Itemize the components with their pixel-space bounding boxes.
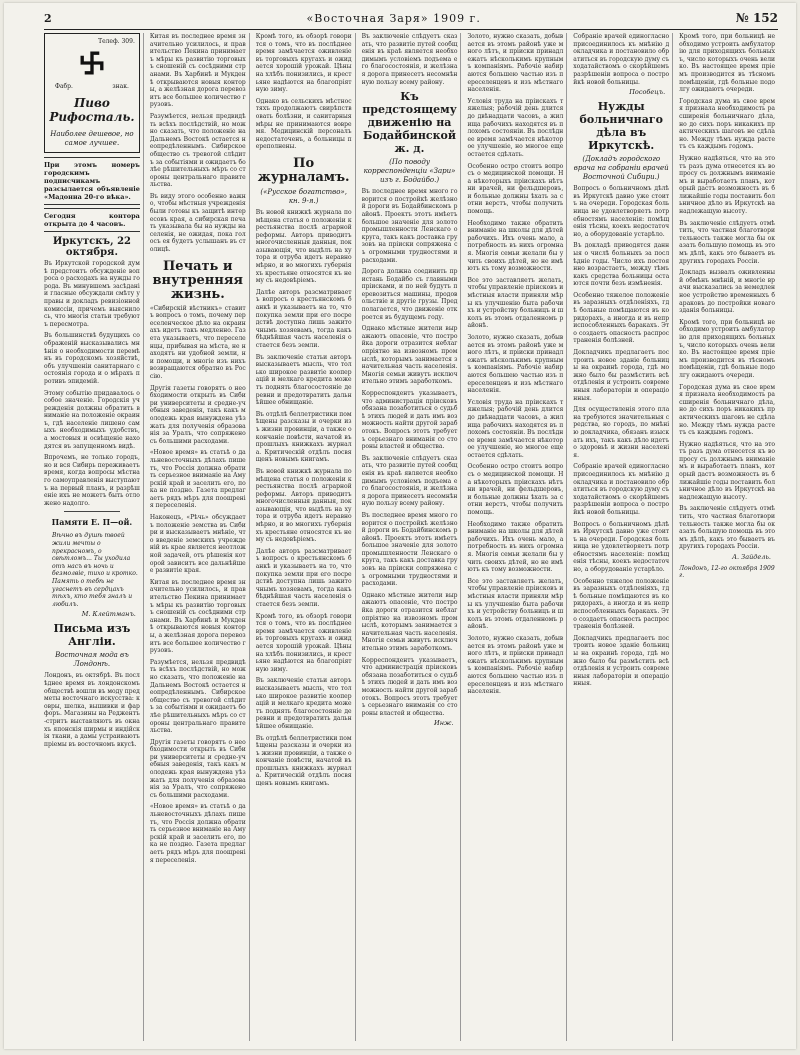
- article-paragraph: Другія газеты говорятъ о необходимости открыть въ Сибири университеты и средне-учебныя заведенія, такъ какъ молодежь края вынуждена уѣзжать для полученія образованія за Уралъ, что сопряжено съ большими расходами.: [149, 384, 246, 445]
- supplement-notice: При этомъ номеръ городскимъ подписчикамъ разсылается объявленіе «Мадонна 20-го вѣка».: [44, 157, 140, 205]
- article-paragraph: Въ заключеніе слѣдуетъ отмѣтить, что частная благотворительность также могла бы оказать большую помощь въ этомъ дѣлѣ, какъ это бываетъ въ другихъ городахъ Россіи.: [679, 219, 776, 265]
- newspaper-page: [4, 3, 796, 1049]
- city-date-heading: Иркутскъ, 22 октября.: [52, 236, 131, 258]
- article-paragraph: Въ большинствѣ будущихъ соображеній высказывались мнѣнія о необходимости перемѣнъ въ городскомъ хозяйствѣ, объ улучшеніи санитарнаго состоянія города и о мѣрахъ противъ эпидемій.: [44, 332, 140, 385]
- letters-heading: Письма изъ Англіи.: [53, 622, 131, 649]
- article-paragraph: Докладчикъ предлагаетъ построить новое зданіе больницы на окраинѣ города, гдѣ можно было бы размѣстить всѣ отдѣленія и устроить современныя лабораторіи и операціонныя.: [573, 634, 670, 688]
- article-paragraph: Особенно остро стоитъ вопросъ о медицинской помощи. На нѣкоторыхъ пріискахъ нѣтъ ни врачей, ни фельдшеровъ, и больные должны ѣхать за сотни верстъ, чтобы получить помощь.: [467, 162, 564, 216]
- article-paragraph: Въ последнее время много говорится о постройкѣ желѣзной дороги въ Бодайбинскомъ районѣ. Проектъ этотъ имѣетъ большое значеніе для золотопромышленности Ленскаго округа, такъ какъ доставка грузовъ на пріиски сопряжена съ огромными трудностями и расходами.: [361, 188, 458, 264]
- article-paragraph: Нужно надѣяться, что на этотъ разъ дума отнесется къ вопросу съ должнымъ вниманіемъ и выработаетъ планъ, который дастъ возможность въ ближайшіе годы поставить больничное дѣло въ Иркутскѣ на надлежащую высоту.: [679, 154, 776, 216]
- article-paragraph: Кромѣ того, въ обзорѣ говорится о томъ, что въ послѣднее время замѣчается оживленіе въ торговыхъ кругахъ и ожидается хорошій урожай. Цѣны на хлѣбъ понизились, и крестьяне надѣются на благопріятную зиму.: [255, 612, 352, 673]
- newspaper-title: «Восточная Заря» 1909 г.: [306, 11, 481, 25]
- article-paragraph: Для осуществленія этого плана требуются значительныя средства, но городъ, по мнѣнію докладчика, обязанъ изыскать ихъ, такъ какъ дѣло идетъ о здоровьѣ и жизни населенія.: [573, 406, 670, 459]
- article-paragraph: Наконецъ, «Рѣчь» обсуждаетъ положеніе земства въ Сибири и высказываетъ мнѣніе, что введеніе земскихъ учрежденій въ крае является неотложной задачей, отъ рѣшенія которой зависитъ все дальнѣйшее развитіе края.: [149, 514, 246, 575]
- article-paragraph: Китая въ последнее время значительно усилилось, и правительство Пекина принимаетъ мѣры къ развитію торговыхъ сношеній съ сосѣдними странами. Въ Харбинѣ и Мукденѣ открываются новыя конторы, а желѣзная дорога перевозитъ все большее количество грузовъ.: [149, 578, 246, 655]
- article-paragraph: Необходимо также обратить вниманіе на школы для дѣтей рабочихъ. Ихъ очень мало, а потребность въ нихъ огромная. Многія семьи желали бы учить своихъ дѣтей, но не имѣютъ къ тому возможности.: [467, 219, 564, 273]
- column-5: [467, 33, 567, 1041]
- article-paragraph: Далѣе авторъ разсматриваетъ вопросъ о крестьянскомъ банкѣ и указываетъ на то, что покупка земли при его посредствѣ доступна лишь зажиточнымъ хозяевамъ, тогда какъ бѣднѣйшая часть населенія остается безъ земли.: [255, 547, 352, 608]
- article-paragraph: Въ заключеніе слѣдуетъ сказать, что развитіе путей сообщенія въ краѣ является необходимымъ условіемъ подъема его благосостоянія, и желѣзная дорога принесетъ несомнѣнную пользу всему району.: [361, 454, 458, 508]
- article-paragraph: Вопросъ о больничномъ дѣлѣ въ Иркутскѣ давно уже стоитъ на очереди. Городская больница не удовлетворяетъ потребностямъ населенія: помѣщенія тѣсны, коекъ недостаточно, а оборудованіе устарѣло.: [573, 185, 670, 238]
- article-paragraph: Все это заставляетъ желать, чтобы управленіе пріисковъ и мѣстныя власти приняли мѣры къ улучшенію быта рабочихъ и устройству больницъ и школъ въ этомъ отдаленномъ районѣ.: [467, 276, 564, 330]
- article-paragraph: Докладъ вызвалъ оживленный обмѣнъ мнѣній, и многіе врачи высказались за немедленное устройство временныхъ бараковъ до постройки новаго зданія больницы.: [679, 269, 776, 315]
- column-3: [256, 33, 356, 1041]
- article-paragraph: Однако мѣстные жители выражаютъ опасеніе, что постройка дороги отразится неблагопріятно на извозномъ промыслѣ, которымъ занимается значительная часть населенія. Многія семьи живутъ исключительно этимъ заработкомъ.: [361, 325, 458, 386]
- letters-dateline: Лондонъ, 12-го октября 1909 г.: [679, 565, 775, 579]
- journals-subheading: («Русское богатство», кн. 9-я.): [260, 187, 347, 205]
- railway-signature: Инж.: [434, 719, 454, 728]
- article-paragraph: Разумѣется, нельзя предвидѣть всѣхъ послѣдствій, но можно сказать, что положеніе на Дальнемъ Востокѣ остается неопредѣленнымъ. Сибирское общество съ тревогой слѣдитъ за событіями и ожидаетъ болѣе рѣшительныхъ мѣръ со стороны центральнаго правительства.: [149, 112, 246, 189]
- article-paragraph: Однако мѣстные жители выражаютъ опасеніе, что постройка дороги отразится неблагопріятно на извозномъ промыслѣ, которымъ занимается значительная часть населенія. Многія семьи живутъ исключительно этимъ заработкомъ.: [361, 591, 458, 652]
- article-paragraph: Далѣе авторъ разсматриваетъ вопросъ о крестьянскомъ банкѣ и указываетъ на то, что покупка земли при его посредствѣ доступна лишь зажиточнымъ хозяевамъ, тогда какъ бѣднѣйшая часть населенія остается безъ земли.: [255, 288, 352, 349]
- railway-heading: Къ предстоящему движенію на Бодайбинской ж. д.: [362, 90, 457, 156]
- article-paragraph: Особенно остро стоитъ вопросъ о медицинской помощи. На нѣкоторыхъ пріискахъ нѣтъ ни врачей, ни фельдшеровъ, и больные должны ѣхать за сотни верстъ, чтобы получить помощь.: [467, 463, 564, 517]
- hospital-heading: Нужды больничнаго дѣла въ Иркутскѣ.: [579, 100, 663, 153]
- poem-signature: М. Клейтманъ.: [81, 610, 136, 619]
- article-paragraph: Условія труда на пріискахъ тяжелыя; рабочій день длится до двѣнадцати часовъ, а жилища рабочихъ находятся въ плохомъ состояніи. Въ послѣднее время замѣчается нѣкоторое улучшеніе, но многое еще остается сдѣлать.: [467, 97, 564, 158]
- article-paragraph: Лондонъ, въ октябрѣ. Въ послѣднее время въ лондонскомъ обществѣ вошли въ моду предметы восточнаго искусства: ковры, шелка, вышивки и фарфоръ. Магазины на Реджентъ-стритъ выставляютъ въ окнахъ японскія ширмы и индійскія ткани, а дамы устраиваютъ пріемы въ восточномъ вкусѣ.: [44, 672, 140, 748]
- poem-title: Памяти Е. П—ой.: [51, 517, 133, 528]
- article-paragraph: Собраніе врачей единогласно присоединилось къ мнѣнію докладчика и постановило обратиться въ городскую думу съ ходатайствомъ о скорѣйшемъ разрѣшеніи вопроса о постройкѣ новой больницы.: [573, 463, 670, 516]
- trademark-right-label: знак.: [112, 83, 129, 90]
- article-paragraph: Въ заключеніе слѣдуетъ сказать, что развитіе путей сообщенія въ краѣ является необходимымъ условіемъ подъема его благосостоянія, и желѣзная дорога принесетъ несомнѣнную пользу всему району.: [361, 33, 458, 86]
- column-4: [362, 33, 462, 1041]
- article-paragraph: Въ новой книжкѣ журнала помѣщена статья о положеніи крестьянства послѣ аграрной реформы. Авторъ приводитъ многочисленныя данныя, показывающія, что выдѣлъ на хутора и отруба идетъ неравномѣрно, и во многихъ губерніяхъ крестьяне относятся къ нему съ недовѣріемъ.: [255, 208, 352, 285]
- column-2: [150, 33, 250, 1041]
- article-paragraph: Собраніе врачей единогласно присоединилось къ мнѣнію докладчика и постановило обратиться въ городскую думу съ ходатайствомъ о скорѣйшемъ разрѣшеніи вопроса о постройкѣ новой больницы.: [573, 33, 670, 86]
- article-paragraph: Въ новой книжкѣ журнала помѣщена статья о положеніи крестьянства послѣ аграрной реформы. Авторъ приводитъ многочисленныя данныя, показывающія, что выдѣлъ на хутора и отруба идетъ неравномѣрно, и во многихъ губерніяхъ крестьяне относятся къ нему съ недовѣріемъ.: [255, 467, 352, 544]
- railway-subheading: (По поводу корреспонденціи «Зари» изъ г. Бодайбо.): [363, 158, 456, 185]
- beer-advertisement: [44, 33, 140, 153]
- article-paragraph: Другія газеты говорятъ о необходимости открыть въ Сибири университеты и средне-учебныя заведенія, такъ какъ молодежь края вынуждена уѣзжать для полученія образованія за Уралъ, что сопряжено съ большими расходами.: [149, 738, 246, 799]
- article-paragraph: «Сибирскій вѣстникъ» ставитъ вопросъ о томъ, почему переселенческое дѣло на окраинахъ идетъ такъ медленно. Газета указываетъ, что переселенцы, прибывая на мѣста, не находятъ ни удобной земли, ни помощи, и многіе изъ нихъ возвращаются обратно въ Россію.: [149, 304, 246, 380]
- article-paragraph: Кромѣ того, въ обзорѣ говорится о томъ, что въ послѣднее время замѣчается оживленіе въ торговыхъ кругахъ и ожидается хорошій урожай. Цѣны на хлѣбъ понизились, и крестьяне надѣются на благопріятную зиму.: [255, 33, 352, 94]
- trademark-caption: [49, 83, 135, 90]
- header-rule: [44, 29, 778, 30]
- page-number: 2: [44, 11, 52, 25]
- article-paragraph: Въ заключеніе статьи авторъ высказываетъ мысль, что только широкое развитіе кооперацій и мелкаго кредита можетъ поднять благосостояніе деревни и предотвратить дальнѣйшее обнищаніе.: [255, 677, 352, 730]
- article-paragraph: Дорога должна соединить пристань Бодайбо съ главными пріисками, и по ней будутъ перевозиться машины, продовольствіе и другіе грузы. Предполагается, что движеніе откроется въ будущемъ году.: [361, 268, 458, 321]
- article-paragraph: Кромѣ того, при больницѣ необходимо устроить амбулаторію для приходящихъ больныхъ, число которыхъ очень велико. Въ настоящее время пріемъ производится въ тѣсномъ помѣщеніи, гдѣ больные подолгу ожидаютъ очереди.: [679, 33, 776, 94]
- article-paragraph: Городская дума въ свое время признала необходимость расширенія больничнаго дѣла, но до сихъ поръ никакихъ практическихъ шаговъ не сдѣлано. Между тѣмъ нужда растетъ съ каждымъ годомъ.: [679, 97, 776, 151]
- page-header: [44, 9, 778, 27]
- article-paragraph: Въ заключеніе статьи авторъ высказываетъ мысль, что только широкое развитіе кооперацій и мелкаго кредита можетъ поднять благосостояніе деревни и предотвратить дальнѣйшее обнищаніе.: [255, 353, 352, 407]
- article-paragraph: Кромѣ того, при больницѣ необходимо устроить амбулаторію для приходящихъ больныхъ, число которыхъ очень велико. Въ настоящее время пріемъ производится въ тѣсномъ помѣщеніи, гдѣ больные подолгу ожидаютъ очереди.: [679, 318, 776, 379]
- article-paragraph: Вопросъ о больничномъ дѣлѣ въ Иркутскѣ давно уже стоитъ на очереди. Городская больница не удовлетворяетъ потребностямъ населенія: помѣщенія тѣсны, коекъ недостаточно, а оборудованіе устарѣло.: [573, 520, 670, 574]
- trademark-emblem-icon: [78, 49, 106, 77]
- article-paragraph: Разумѣется, нельзя предвидѣть всѣхъ послѣдствій, но можно сказать, что положеніе на Дальнемъ Востокѣ остается неопредѣленнымъ. Сибирское общество съ тревогой слѣдитъ за событіями и ожидаетъ болѣе рѣшительныхъ мѣръ со стороны центральнаго правительства.: [149, 658, 246, 735]
- article-paragraph: Въ отдѣлѣ беллетристики помѣщены разсказы и очерки изъ жизни провинціи, а также окончаніе повѣсти, начатой въ прошлыхъ книжкахъ журнала. Критическій отдѣлъ посвященъ новымъ книгамъ.: [255, 734, 352, 788]
- poem-text: Вѣчно въ душѣ твоей жили мечты о прекрасномъ, о свѣтломъ... Ты уходила отъ насъ въ ночь и безмолвіе, тихо и кротко. Память о тебѣ не угаснетъ въ сердцахъ тѣхъ, кто тебя зналъ и любилъ.: [52, 532, 138, 608]
- article-paragraph: Необходимо также обратить вниманіе на школы для дѣтей рабочихъ. Ихъ очень мало, а потребность въ нихъ огромная. Многія семьи желали бы учить своихъ дѣтей, но не имѣютъ къ тому возможности.: [467, 520, 564, 574]
- article-paragraph: Нужно надѣяться, что на этотъ разъ дума отнесется къ вопросу съ должнымъ вниманіемъ и выработаетъ планъ, который дастъ возможность въ ближайшіе годы поставить больничное дѣло въ Иркутскѣ на надлежащую высоту.: [679, 440, 776, 501]
- article-paragraph: Въ отдѣлѣ беллетристики помѣщены разсказы и очерки изъ жизни провинціи, а также окончаніе повѣсти, начатой въ прошлыхъ книжкахъ журнала. Критическій отдѣлъ посвященъ новымъ книгамъ.: [255, 410, 352, 464]
- article-paragraph: Городская дума въ свое время признала необходимость расширенія больничнаго дѣла, но до сихъ поръ никакихъ практическихъ шаговъ не сдѣлано. Между тѣмъ нужда растетъ съ каждымъ годомъ.: [679, 383, 776, 437]
- article-paragraph: Особенно тяжелое положеніе въ заразныхъ отдѣленіяхъ, гдѣ больные помѣщаются въ коридорахъ, а иногда и въ неприспособленныхъ баракахъ. Это создаетъ опасность распространенія болѣзней.: [573, 291, 670, 345]
- office-hours-notice: Сегодня контора открыта до 4 часовъ.: [44, 208, 140, 232]
- article-paragraph: Въ заключеніе слѣдуетъ отмѣтить, что частная благотворительность также могла бы оказать большую помощь въ этомъ дѣлѣ, какъ это бываетъ въ другихъ городахъ Россіи.: [679, 505, 776, 551]
- article-paragraph: Въ Иркутской городской думѣ предстоитъ обсужденіе вопроса о расходахъ на нужды города. Въ минувшемъ засѣданіи гласные обсуждали смѣту управы и докладъ ревизіонной комиссіи, причемъ выяснилось, что многія статьи требуютъ пересмотра.: [44, 260, 140, 328]
- article-paragraph: Въ докладѣ приводятся данныя о числѣ больныхъ за послѣдніе годы. Число ихъ постоянно возрастаетъ, между тѣмъ какъ средства больницы остаются почти безъ измѣненія.: [573, 242, 670, 288]
- article-paragraph: Все это заставляетъ желать, чтобы управленіе пріисковъ и мѣстныя власти приняли мѣры къ улучшенію быта рабочихъ и устройству больницъ и школъ въ этомъ отдаленномъ районѣ.: [467, 577, 564, 631]
- article-paragraph: Однако въ сельскихъ мѣстностяхъ продолжаютъ свирѣпствовать болѣзни, и санитарныя мѣры не принимаются вовремя. Медицинскій персоналъ недостаточенъ, а больницы переполнены.: [255, 97, 352, 151]
- issue-number: № 152: [735, 11, 778, 25]
- column6-top-signature: Пособецъ.: [629, 88, 666, 97]
- article-paragraph: Золото, нужно сказать, добывается въ этомъ районѣ уже много лѣтъ, и пріиски принадлежатъ нѣсколькимъ крупнымъ компаніямъ. Рабочіе набираются большею частью изъ переселенцевъ и изъ мѣстнаго населенія.: [467, 333, 564, 395]
- article-paragraph: Этому событію придавалось особое значеніе. Городскія учрежденія должны обратить вниманіе на положеніе окраинъ, гдѣ населеніе лишено самыхъ необходимыхъ удобствъ, а мостовыя и освѣщеніе находятся въ запущенномъ видѣ.: [44, 389, 140, 450]
- ad-phone: Телеф. 309.: [98, 38, 135, 45]
- divider: [64, 511, 120, 512]
- article-paragraph: Особенно тяжелое положеніе въ заразныхъ отдѣленіяхъ, гдѣ больные помѣщаются въ коридорахъ, а иногда и въ неприспособленныхъ баракахъ. Это создаетъ опасность распространенія болѣзней.: [573, 577, 670, 631]
- letters-subheading: Восточная мода въ Лондонѣ.: [55, 651, 129, 669]
- article-paragraph: Въ виду этого особенно важно, чтобы мѣстныя учрежденія были готовы къ защитѣ интересовъ края, а сибирская печать указывала бы на нужды населенія, не ожидая, пока голосъ ея будетъ услышанъ въ столицѣ.: [149, 192, 246, 254]
- column-1: [44, 33, 144, 1041]
- journals-heading: По журналамъ.: [257, 155, 350, 185]
- article-paragraph: Корреспондентъ указываетъ, что администрація пріисковъ обязана позаботиться о судьбѣ этихъ людей и дать имъ возможность найти другой заработокъ. Вопросъ этотъ требуетъ серьезнаго вниманія со стороны властей и общества.: [361, 390, 458, 451]
- article-paragraph: Золото, нужно сказать, добывается въ этомъ районѣ уже много лѣтъ, и пріиски принадлежатъ нѣсколькимъ крупнымъ компаніямъ. Рабочіе набираются большею частью изъ переселенцевъ и изъ мѣстнаго населенія.: [467, 33, 564, 94]
- trademark-left-label: Фабр.: [55, 83, 73, 90]
- article-paragraph: Золото, нужно сказать, добывается въ этомъ районѣ уже много лѣтъ, и пріиски принадлежатъ нѣсколькимъ крупнымъ компаніямъ. Рабочіе набираются большею частью изъ переселенцевъ и изъ мѣстнаго населенія.: [467, 634, 564, 696]
- article-paragraph: Впрочемъ, не только городъ, но и вся Сибирь переживаетъ время, когда вопросы мѣстнаго самоуправленія выступаютъ на первый планъ, и разрѣшеніе ихъ не можетъ быть отложено надолго.: [44, 454, 140, 507]
- press-heading: Печать и внутренняя жизнь.: [152, 258, 244, 302]
- letters-signature: А. Зайдель.: [732, 553, 772, 561]
- article-paragraph: «Новое время» въ статьѣ о дальневосточныхъ дѣлахъ пишетъ, что Россія должна обратить серьезное вниманіе на Амурскій край и заселить его, пока не поздно. Газета предлагаетъ рядъ мѣръ для поощренія переселенія.: [149, 449, 246, 510]
- article-paragraph: Корреспондентъ указываетъ, что администрація пріисковъ обязана позаботиться о судьбѣ этихъ людей и дать имъ возможность найти другой заработокъ. Вопросъ этотъ требуетъ серьезнаго вниманія со стороны властей и общества.: [361, 656, 458, 717]
- article-paragraph: «Новое время» въ статьѣ о дальневосточныхъ дѣлахъ пишетъ, что Россія должна обратить серьезное вниманіе на Амурскій край и заселить его, пока не поздно. Газета предлагаетъ рядъ мѣръ для поощренія переселенія.: [149, 803, 246, 864]
- columns: [44, 33, 778, 1041]
- article-paragraph: Условія труда на пріискахъ тяжелыя; рабочій день длится до двѣнадцати часовъ, а жилища рабочихъ находятся въ плохомъ состояніи. Въ послѣднее время замѣчается нѣкоторое улучшеніе, но многое еще остается сдѣлать.: [467, 398, 564, 459]
- article-paragraph: Въ последнее время много говорится о постройкѣ желѣзной дороги въ Бодайбинскомъ районѣ. Проектъ этотъ имѣетъ большое значеніе для золотопромышленности Ленскаго округа, такъ какъ доставка грузовъ на пріиски сопряжена съ огромными трудностями и расходами.: [361, 511, 458, 588]
- article-paragraph: Китая въ последнее время значительно усилилось, и правительство Пекина принимаетъ мѣры къ развитію торговыхъ сношеній съ сосѣдними странами. Въ Харбинѣ и Мукденѣ открываются новыя конторы, а желѣзная дорога перевозитъ все большее количество грузовъ.: [149, 33, 246, 109]
- hospital-subheading: (Докладъ городского врача на собраніи врачей Восточной Сибири.): [573, 155, 669, 182]
- column-6: [573, 33, 673, 1041]
- article-paragraph: Докладчикъ предлагаетъ построить новое зданіе больницы на окраинѣ города, гдѣ можно было бы размѣстить всѣ отдѣленія и устроить современныя лабораторіи и операціонныя.: [573, 349, 670, 402]
- column-7: [679, 33, 778, 1041]
- ad-slogan: Наиболее дешевое, но самое лучшее.: [50, 130, 134, 147]
- ad-brand: Пиво Рифосталь.: [49, 96, 135, 124]
